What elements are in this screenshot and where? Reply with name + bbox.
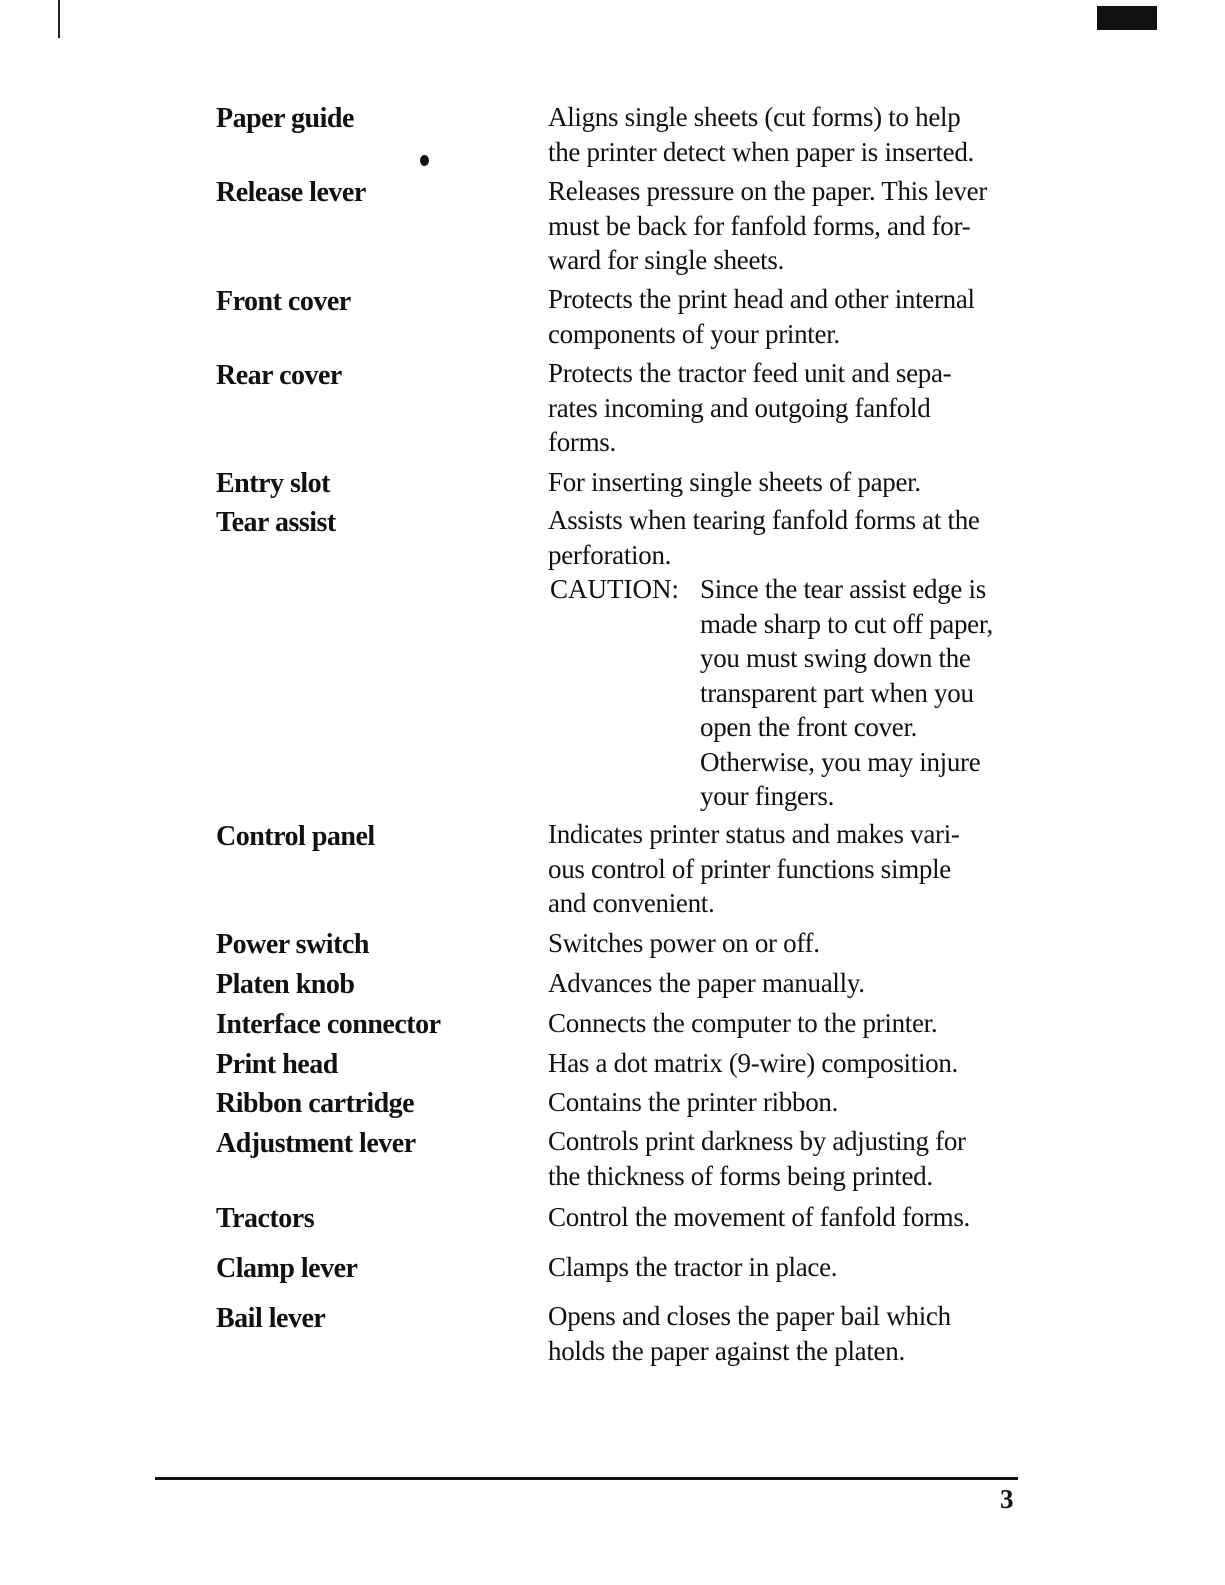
desc-power-switch [548,926,1018,961]
term-platen-knob: Platen knob [216,969,355,1000]
desc-adjustment-lever [548,1124,1018,1193]
desc-paper-guide [548,100,1018,169]
desc-line: the thickness of forms being printed. [548,1160,933,1191]
desc-clamp-lever [548,1250,1018,1285]
desc-entry-slot [548,465,1018,500]
desc-line: ous control of printer functions simple [548,853,951,884]
desc-line: Contains the printer ribbon. [548,1087,839,1117]
desc-line: Indicates printer status and makes vari- [548,819,960,849]
desc-line: Assists when tearing fanfold forms at the [548,505,980,535]
desc-line: Advances the paper manually. [548,968,865,998]
footer-rule [155,1477,1018,1480]
desc-line: For inserting single sheets of paper. [548,467,921,497]
desc-line: Has a dot matrix (9-wire) composition. [548,1048,959,1078]
desc-release-lever [548,174,1018,278]
term-ribbon-cartridge: Ribbon cartridge [216,1088,415,1119]
caution-line: your fingers. [700,781,835,811]
caution-line: you must swing down the [700,643,971,673]
desc-line: Clamps the tractor in place. [548,1252,838,1282]
desc-front-cover [548,282,1018,351]
desc-tractors [548,1200,1018,1235]
desc-control-panel [548,817,1018,921]
term-rear-cover: Rear cover [216,360,342,391]
term-tear-assist: Tear assist [216,507,336,538]
desc-line: Aligns single sheets (cut forms) to help [548,102,961,132]
desc-line: Releases pressure on the paper. This lever [548,176,988,206]
desc-interface-connector [548,1006,1018,1041]
term-interface-connector: Interface connector [216,1009,441,1040]
caution-line: open the front cover. [700,712,918,742]
term-clamp-lever: Clamp lever [216,1253,358,1284]
desc-rear-cover [548,356,1018,460]
term-adjustment-lever: Adjustment lever [216,1128,416,1159]
desc-line: Protects the print head and other internal [548,284,975,314]
desc-line: the printer detect when paper is inserted. [548,136,974,167]
desc-line: Opens and closes the paper bail which [548,1301,951,1331]
desc-ribbon-cartridge [548,1085,1018,1120]
term-release-lever: Release lever [216,177,366,208]
caution-line: Since the tear assist edge is [700,574,986,604]
desc-print-head [548,1046,1018,1081]
desc-line: Protects the tractor feed unit and sepa- [548,358,952,388]
term-control-panel: Control panel [216,821,375,852]
stray-dot-mark [420,155,429,166]
desc-line: must be back for fanfold forms, and for- [548,210,971,241]
desc-tear-assist [548,503,1018,572]
desc-line: holds the paper against the platen. [548,1335,905,1366]
desc-line: ward for single sheets. [548,245,785,275]
desc-line: Controls print darkness by adjusting for [548,1126,966,1156]
desc-line: perforation. [548,539,672,570]
term-front-cover: Front cover [216,286,351,317]
term-paper-guide: Paper guide [216,103,354,134]
caution-line: made sharp to cut off paper, [700,608,993,639]
desc-line: forms. [548,427,616,457]
term-bail-lever: Bail lever [216,1303,326,1334]
caution-text [700,572,1018,814]
margin-mark [58,0,60,38]
caution-line: Otherwise, you may injure [700,746,981,777]
desc-line: and convenient. [548,888,715,918]
desc-line: rates incoming and outgoing fanfold [548,392,931,423]
desc-platen-knob [548,966,1018,1001]
caution-label: CAUTION: [550,574,679,604]
page-number: 3 [1000,1484,1014,1514]
section-tab-mark [1097,6,1157,30]
term-print-head: Print head [216,1049,338,1080]
term-entry-slot: Entry slot [216,468,330,499]
desc-line: Connects the computer to the printer. [548,1008,938,1038]
desc-line: Switches power on or off. [548,928,820,958]
desc-bail-lever [548,1299,1018,1368]
term-tractors: Tractors [216,1203,315,1234]
desc-line: components of your printer. [548,318,840,349]
desc-line: Control the movement of fanfold forms. [548,1202,971,1232]
term-power-switch: Power switch [216,929,369,960]
caution-line: transparent part when you [700,677,974,708]
